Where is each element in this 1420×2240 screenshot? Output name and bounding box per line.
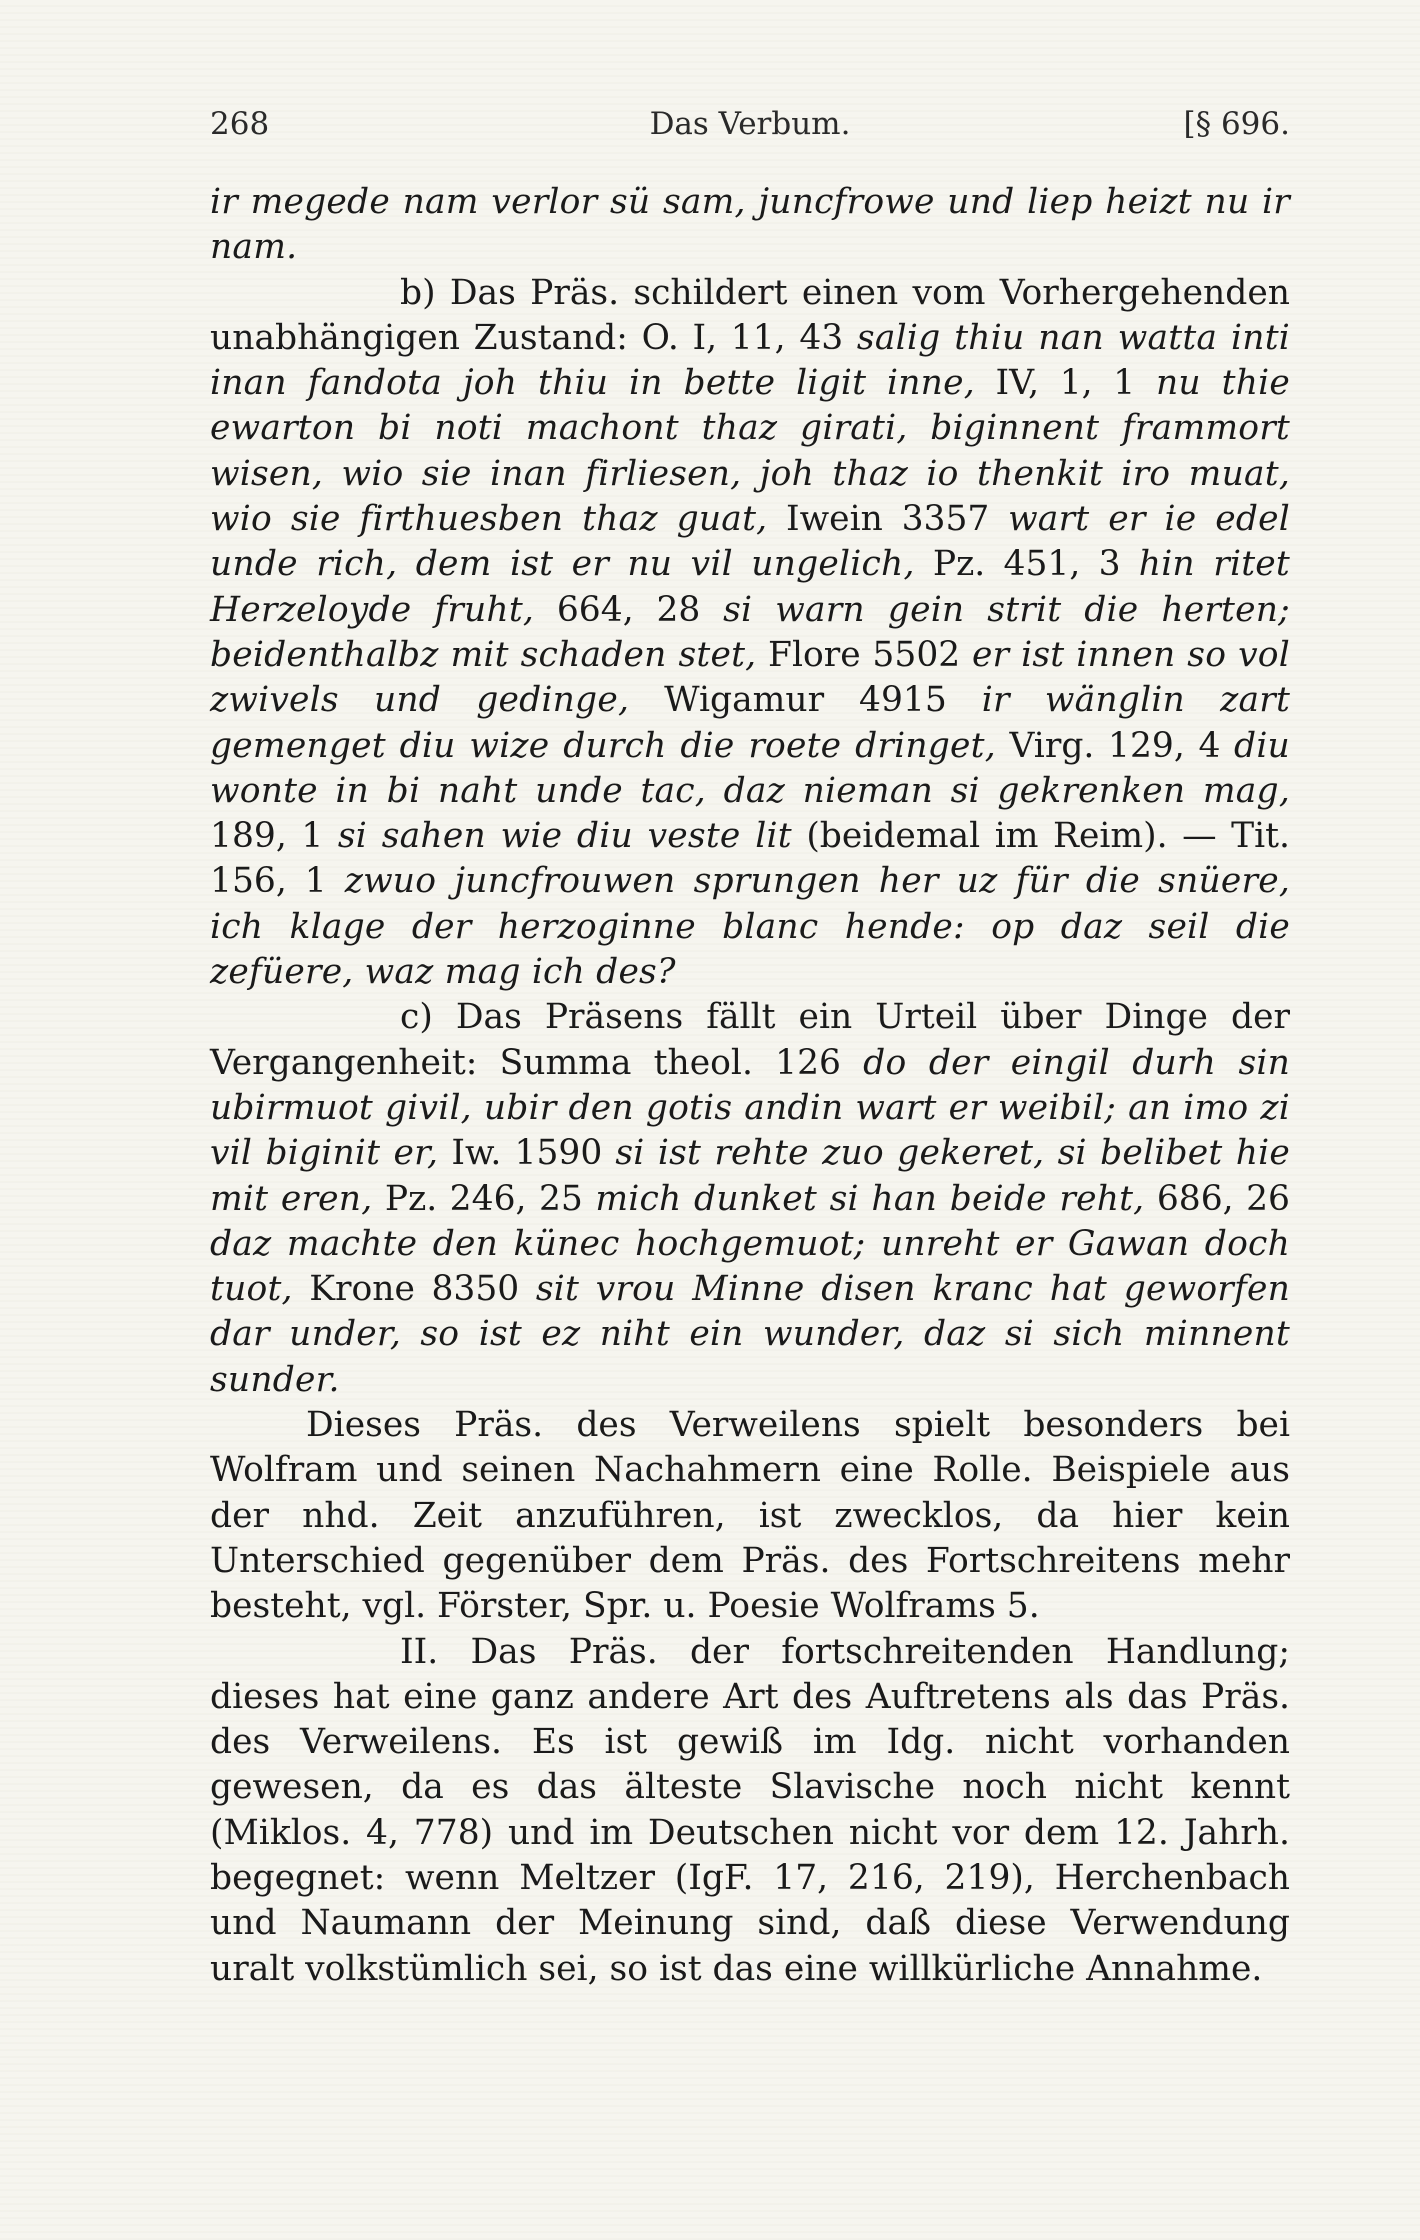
body-text: c) Das Präsens fällt ein Urteil über Dinge der Vergangenheit: Summa theol. 126 — [210, 997, 1290, 1083]
body-text: Iwein 3357 — [767, 499, 1009, 540]
section-number: [§ 696. — [1183, 106, 1290, 142]
quotation-text: hin ritet Herzeloyde fruht, — [210, 544, 1290, 630]
body-text: Pz. 451, 3 — [914, 544, 1139, 585]
body-text: Dieses Präs. des Verweilens spielt besonders bei Wolfram und seinen Nachahmern eine Rolle. Beispiele aus der nhd. Zeit anzuführen, ist zwecklos, da hier kein Unterschied gegenüber dem Präs. des Fortschreitens mehr besteht, vgl. Förster, Spr. u. Poesie Wolframs 5. — [210, 1405, 1290, 1627]
page-body — [210, 180, 1290, 1992]
paragraph — [210, 1630, 1290, 1992]
body-text: (beidemal im Reim). — Tit. 156, 1 — [210, 816, 1291, 902]
body-text: Pz. 246, 25 — [372, 1178, 596, 1219]
body-text: Iw. 1590 — [438, 1133, 616, 1174]
quotation-text: si sahen wie diu veste lit — [337, 816, 792, 857]
body-text: b) Das Präs. schildert einen vom Vorhergehenden unabhängigen Zustand: O. I, 11, 43 — [210, 272, 1290, 358]
quotation-text: diu wonte in bi naht unde tac, daz nieman si gekrenken mag, — [210, 725, 1290, 811]
quotation-text: ir wänglin zart gemenget diu wize durch die roete dringet, — [210, 680, 1291, 766]
quotation-text: si ist rehte zuo gekeret, si belibet hie mit eren, — [210, 1133, 1291, 1219]
quotation-text: do der eingil durh sin ubirmuot givil, ubir den gotis andin wart er weibil; an imo zi vil biginit er, — [210, 1042, 1290, 1174]
quotation-text: ir megede nam verlor sü sam, juncfrowe und liep heizt nu ir nam. — [210, 182, 1290, 268]
page-number: 268 — [210, 106, 270, 142]
body-text: Virg. 129, 4 — [995, 725, 1235, 766]
quotation-text: zwuo juncfrouwen sprungen her uz für die snüere, ich klage der herzoginne blanc hende: op daz seil die zefüere, waz mag ich des? — [210, 861, 1290, 993]
paragraph — [210, 1403, 1290, 1629]
quotation-text: mich dunket si han beide reht, — [595, 1178, 1145, 1219]
paragraph — [210, 180, 1290, 271]
running-header — [210, 106, 1290, 146]
quotation-text: er ist innen so vol zwivels und gedinge, — [210, 634, 1290, 721]
body-text: Flore 5502 — [756, 634, 972, 675]
quotation-text: daz machte den künec hochgemuot; unreht er Gawan doch tuot, — [210, 1223, 1290, 1310]
body-text: Wigamur 4915 — [629, 680, 982, 721]
quotation-text: nu thie ewarton bi noti machont thaz girati, biginnent frammort wisen, wio sie inan firliesen, joh thaz io thenkit iro muat, wio sie firthuesben thaz guat, — [210, 363, 1290, 540]
body-text: 664, 28 — [534, 589, 724, 630]
quotation-text: si warn gein strit die herten; beidenthalbz mit schaden stet, — [210, 589, 1290, 675]
paragraph — [210, 271, 1290, 996]
body-text: IV, 1, 1 — [974, 363, 1156, 404]
body-text: 686, 26 — [1144, 1178, 1290, 1219]
body-text: II. Das Präs. der fortschreitenden Handlung; dieses hat eine ganz andere Art des Auftretens als das Präs. des Verweilens. Es ist gewiß im Idg. nicht vorhanden gewesen, da es das älteste Slavische noch nicht kennt (Miklos. 4, 778) und im Deutschen nicht vor dem 12. Jahrh. begegnet: wenn Meltzer (IgF. 17, 216, 219), Herchenbach und Naumann der Meinung sind, daß diese Verwendung uralt volkstümlich sei, so ist das eine willkürliche Annahme. — [210, 1631, 1290, 1989]
quotation-text: sit vrou Minne disen kranc hat geworfen dar under, so ist ez niht ein wunder, daz si sich minnent sunder. — [210, 1269, 1291, 1400]
quotation-text: wart er ie edel unde rich, dem ist er nu vil ungelich, — [210, 499, 1290, 585]
body-text: Krone 8350 — [292, 1269, 536, 1310]
body-text: 189, 1 — [210, 816, 338, 857]
paragraph — [210, 995, 1290, 1403]
quotation-text: salig thiu nan watta inti inan fandota joh thiu in bette ligit inne, — [210, 317, 1290, 404]
running-title: Das Verbum. — [649, 106, 851, 142]
